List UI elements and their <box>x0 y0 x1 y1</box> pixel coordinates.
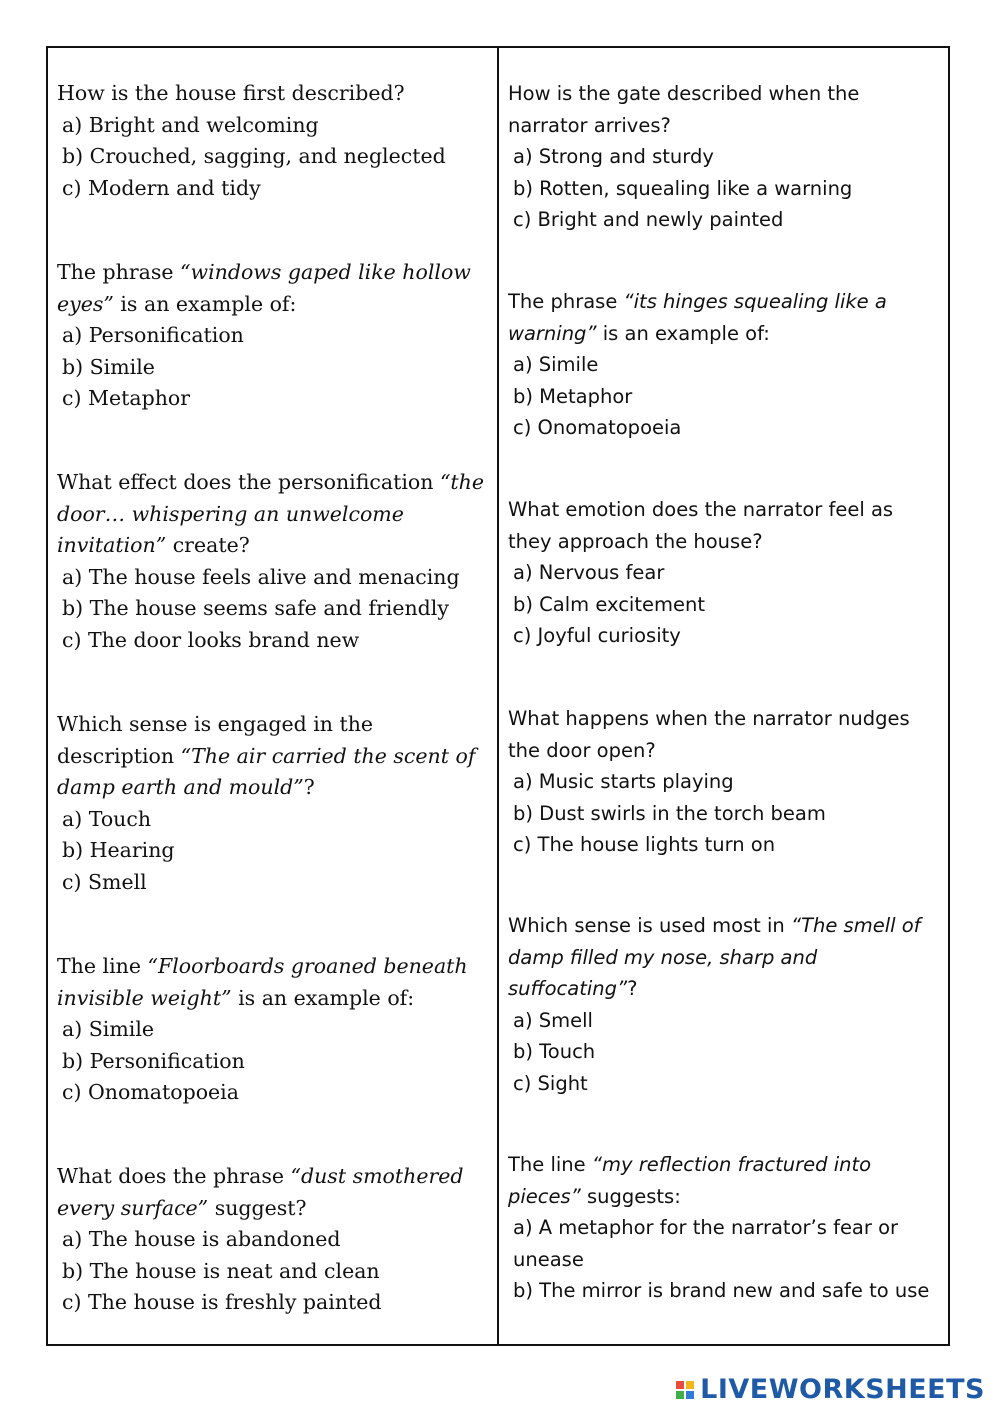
stem-text: create? <box>166 533 250 558</box>
stem-quote: “windows gaped like hollow eyes” <box>57 260 471 316</box>
stem-quote: “Floorboards groaned beneath invisible weight” <box>57 954 468 1010</box>
stem-quote: “dust smothered every surface” <box>57 1164 464 1220</box>
answer-option: c) Sight <box>513 1071 588 1095</box>
stem-text: The line <box>508 1153 592 1176</box>
question-stem <box>57 257 491 320</box>
answer-option: a) Music starts playing <box>513 770 734 794</box>
answer-option: b) Dust swirls in the torch beam <box>513 801 826 825</box>
answer-option: c) Bright and newly painted <box>513 208 784 232</box>
stem-quote: “its hinges squealing like a warning” <box>508 290 887 345</box>
question-stem: What happens when the narrator nudges the door open? <box>508 707 910 762</box>
answer-option: c) Onomatopoeia <box>62 1080 239 1105</box>
answer-option: a) Strong and sturdy <box>513 145 714 169</box>
question-stem <box>508 910 942 1005</box>
answer-option: b) The house is neat and clean <box>62 1258 380 1283</box>
stem-text: is an example of: <box>231 985 415 1010</box>
answer-option: a) Simile <box>513 353 599 377</box>
answer-option: c) Smell <box>62 869 147 894</box>
logo-square-green <box>676 1391 684 1399</box>
answer-option: b) Hearing <box>62 838 175 863</box>
answer-option: a) Bright and welcoming <box>62 112 319 137</box>
answer-option: a) A metaphor for the narrator’s fear or unease <box>513 1216 899 1271</box>
question-block <box>508 78 942 236</box>
worksheet-table <box>46 46 950 1346</box>
question-stem: How is the house first described? <box>57 81 405 105</box>
question-block <box>57 951 491 1109</box>
stem-quote: “the door… whispering an unwelcome invitation” <box>57 470 485 558</box>
question-block <box>508 286 942 444</box>
question-block <box>57 257 491 415</box>
question-block <box>508 494 942 652</box>
stem-text: ? <box>303 775 315 800</box>
answer-option: b) The house seems safe and friendly <box>62 596 449 621</box>
right-column <box>499 48 948 1344</box>
question-block <box>57 1161 491 1319</box>
question-stem <box>57 709 491 804</box>
question-block <box>508 910 942 1100</box>
answer-option: a) The house feels alive and menacing <box>62 564 460 589</box>
logo-square-yellow <box>686 1381 694 1389</box>
answer-option: c) The house is freshly painted <box>62 1290 382 1315</box>
answer-option: b) Metaphor <box>513 384 633 408</box>
answer-option: b) Personification <box>62 1048 245 1073</box>
stem-text: The line <box>57 954 148 978</box>
logo-square-blue <box>686 1391 694 1399</box>
question-block <box>57 78 491 204</box>
stem-text: What does the phrase <box>57 1164 291 1188</box>
answer-option: b) Rotten, squealing like a warning <box>513 176 853 200</box>
stem-text: is an example of: <box>113 291 297 316</box>
left-column <box>48 48 499 1344</box>
question-block <box>57 467 491 657</box>
answer-option: a) Touch <box>62 806 152 831</box>
liveworksheets-logo[interactable] <box>676 1374 985 1405</box>
answer-option: c) Metaphor <box>62 386 191 411</box>
answer-option: b) The mirror is brand new and safe to use <box>513 1279 930 1303</box>
stem-text: suggests: <box>580 1184 681 1208</box>
stem-text: Which sense is engaged in the description <box>57 712 374 768</box>
answer-option: c) Onomatopoeia <box>513 416 682 440</box>
question-block <box>57 709 491 899</box>
answer-option: c) Joyful curiosity <box>513 624 681 648</box>
question-stem <box>508 286 942 349</box>
answer-option: a) The house is abandoned <box>62 1227 341 1252</box>
answer-option: c) The door looks brand new <box>62 627 360 652</box>
answer-option: b) Touch <box>513 1040 596 1064</box>
stem-text: is an example of: <box>596 321 770 345</box>
stem-text: Which sense is used most in <box>508 914 791 937</box>
stem-text: The phrase <box>57 260 181 284</box>
answer-option: b) Simile <box>62 354 155 379</box>
question-stem <box>508 1149 942 1212</box>
answer-option: b) Calm excitement <box>513 592 705 616</box>
stem-text: suggest? <box>208 1195 307 1220</box>
logo-square-red <box>676 1381 684 1389</box>
stem-text: The phrase <box>508 290 624 313</box>
answer-option: c) Modern and tidy <box>62 175 261 200</box>
answer-option: a) Personification <box>62 323 244 348</box>
answer-option: c) The house lights turn on <box>513 833 776 857</box>
logo-mark-icon <box>676 1381 694 1399</box>
stem-text: ? <box>627 977 638 1001</box>
question-stem: What emotion does the narrator feel as they approach the house? <box>508 498 894 553</box>
question-block <box>508 1149 942 1307</box>
stem-quote: “The smell of damp filled my nose, sharp and suffocating” <box>508 914 921 1001</box>
question-block <box>508 703 942 861</box>
answer-option: a) Simile <box>62 1017 155 1042</box>
answer-option: b) Crouched, sagging, and neglected <box>62 144 446 169</box>
question-stem: How is the gate described when the narrator arrives? <box>508 82 860 137</box>
stem-text: What effect does the personification <box>57 470 440 494</box>
question-stem <box>57 951 491 1014</box>
answer-option: a) Smell <box>513 1008 593 1032</box>
answer-option: a) Nervous fear <box>513 561 665 585</box>
question-stem <box>57 467 491 562</box>
question-stem <box>57 1161 491 1224</box>
stem-quote: “my reflection fractured into pieces” <box>508 1153 872 1208</box>
logo-text: LIVEWORKSHEETS <box>700 1374 985 1405</box>
stem-quote: “The air carried the scent of damp earth and mould” <box>57 743 476 800</box>
